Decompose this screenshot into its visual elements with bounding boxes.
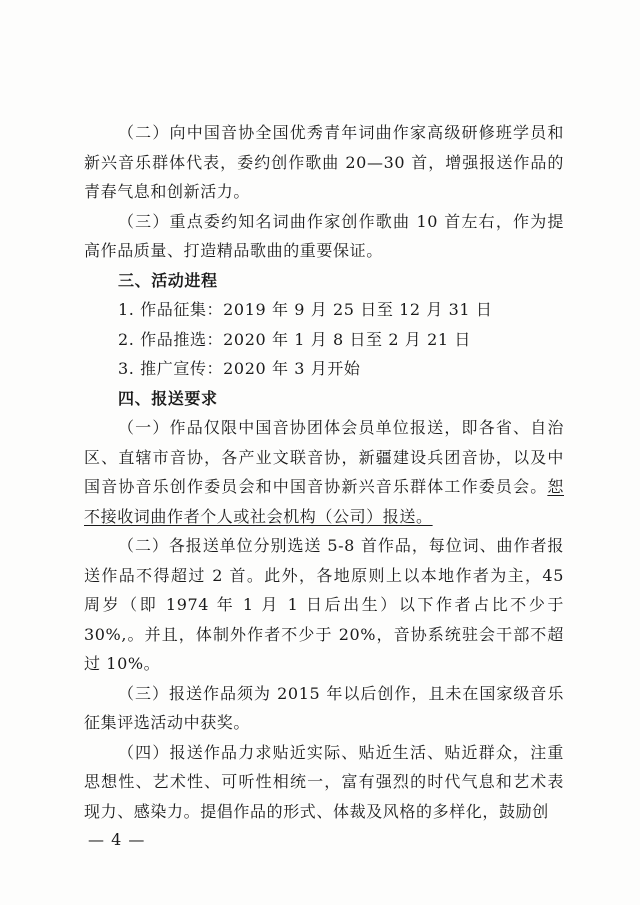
document-body (84, 118, 564, 826)
eligible-submitters-text: （一）作品仅限中国音协团体会员单位报送，即各省、自治区、直辖市音协，各产业文联音协，新疆建设兵团音协，以及中国音协音乐创作委员会和中国音协新兴音乐群体工作委员会。 (84, 418, 564, 496)
paragraph-eligible-submitters (84, 413, 564, 531)
section-heading-submission-requirements: 四、报送要求 (118, 388, 218, 408)
paragraph-content-requirements: （四）报送作品力求贴近实际、贴近生活、贴近群众，注重思想性、艺术性、可听性相统一，富有强烈的时代气息和艺术表现力、感染力。提倡作品的形式、体裁及风格的多样化，鼓励创 (84, 742, 564, 821)
schedule-item-promotion: 3. 推广宣传：2020 年 3 月开始 (118, 359, 361, 378)
schedule-item-selection: 2. 作品推选：2020 年 1 月 8 日至 2 月 21 日 (118, 329, 471, 349)
page-number: — 4 — (88, 830, 146, 849)
paragraph-creation-date-rule: （三）报送作品须为 2015 年以后创作，且未在国家级音乐征集评选活动中获奖。 (84, 683, 564, 732)
paragraph-commission-famous-writers: （三）重点委约知名词曲作家创作歌曲 10 首左右，作为提高作品质量、打造精品歌曲的重要保证。 (84, 211, 564, 260)
paragraph-submission-quota: （二）各报送单位分别选送 5-8 首作品，每位词、曲作者报送作品不得超过 2 首。此外，各地原则上以本地作者为主，45 周岁（即 1974 年 1 月 1 日后出生）以下作者占比不少于 30%,。并且，体制外作者不少于 20%，音协系统驻会干部不超过 10%。 (84, 536, 564, 673)
no-individual-submissions-notice: 恕不接收词曲作者个人或社会机构（公司）报送。 (84, 477, 564, 526)
schedule-item-collection: 1. 作品征集：2019 年 9 月 25 日至 12 月 31 日 (118, 300, 493, 319)
section-heading-activity-schedule: 三、活动进程 (118, 270, 218, 290)
paragraph-commission-young-writers: （二）向中国音协全国优秀青年词曲作家高级研修班学员和新兴音乐群体代表，委约创作歌曲 20—30 首，增强报送作品的青春气息和创新活力。 (84, 123, 564, 201)
